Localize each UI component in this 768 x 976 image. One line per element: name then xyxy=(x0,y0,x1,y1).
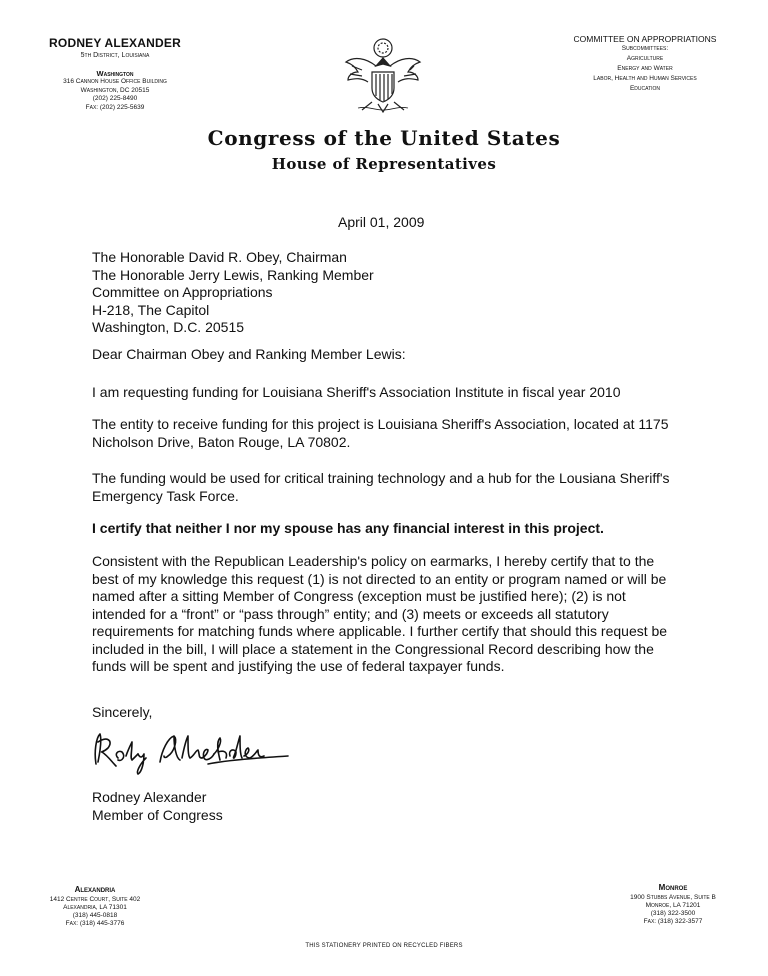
office-line: 1900 Stubbs Avenue, Suite B xyxy=(630,894,716,901)
member-name: RODNEY ALEXANDER xyxy=(49,36,181,50)
subcommittee-line: Agriculture xyxy=(626,55,664,62)
address-line: The Honorable Jerry Lewis, Ranking Member xyxy=(92,266,374,283)
paragraph-certification: I certify that neither I nor my spouse has any financial interest in this project. xyxy=(92,520,604,536)
handwritten-signature xyxy=(88,728,298,778)
subcommittee-line: Energy and Water xyxy=(617,65,673,72)
salutation: Dear Chairman Obey and Ranking Member Lewis: xyxy=(92,346,406,362)
subcommittee-line: Labor, Health and Human Services xyxy=(593,75,697,82)
committee-header xyxy=(560,34,730,94)
office-line: Monroe, LA 71201 xyxy=(645,902,701,909)
paragraph-request: I am requesting funding for Louisiana Sheriff's Association Institute in fiscal year 2010 xyxy=(92,384,621,400)
office-line: (318) 322-3500 xyxy=(650,910,696,917)
subcommittee-line: Subcommittees: xyxy=(621,45,669,52)
closing-sincerely: Sincerely, xyxy=(92,704,153,720)
dc-office-line: 316 Cannon House Office Building xyxy=(63,78,167,85)
address-line: H-218, The Capitol xyxy=(92,301,210,318)
letterhead-subtitle: House of Representatives xyxy=(271,155,497,173)
recycled-note: THIS STATIONERY PRINTED ON RECYCLED FIBERS xyxy=(305,943,463,949)
monroe-office-title: Monroe xyxy=(658,883,688,892)
office-line: (318) 445-0818 xyxy=(72,912,118,919)
address-line: Washington, D.C. 20515 xyxy=(92,319,245,335)
office-line: 1412 Centre Court, Suite 402 xyxy=(49,896,141,903)
dc-office-line: (202) 225-8490 xyxy=(92,95,138,102)
dc-office-title: Washington xyxy=(96,69,134,78)
recipient-address xyxy=(92,249,374,337)
letterhead-title: Congress of the United States xyxy=(207,126,561,150)
paragraph-entity: The entity to receive funding for this project is Louisiana Sheriff's Association, located at 1175 Nicholson Drive, Baton Rouge, LA 70802. xyxy=(92,416,669,450)
subcommittee-line: Education xyxy=(629,85,661,92)
office-line: Alexandria, LA 71301 xyxy=(63,904,127,911)
dc-office-line: Washington, DC 20515 xyxy=(80,86,150,94)
paragraph-earmark-policy: Consistent with the Republican Leadership's policy on earmarks, I hereby certify that to the best of my knowledge this request (1) is not directed to an entity or program named or will be named after a sitting Member of Congress (exception must be justified here); (2) is not intended for a “front” or “pass through” entity; and (3) meets or exceeds all statutory requirements for matching funds where applicable. I further certify that should this request be included in the bill, I will place a statement in the Congressional Record describing how the funds will be spent and justifying the use of federal taxpayer funds. xyxy=(92,553,668,674)
address-line: Committee on Appropriations xyxy=(92,284,273,300)
signature-block xyxy=(92,789,223,824)
dc-office-line: Fax: (202) 225-5639 xyxy=(85,103,145,111)
signer-name: Rodney Alexander xyxy=(92,789,207,805)
eagle-seal-icon xyxy=(338,36,428,116)
member-district: 5th District, Louisiana xyxy=(80,52,150,59)
address-line: The Honorable David R. Obey, Chairman xyxy=(92,249,347,265)
office-line: Fax: (318) 322-3577 xyxy=(643,918,703,925)
office-line: Fax: (318) 445-3776 xyxy=(65,920,125,927)
paragraph-purpose: The funding would be used for critical training technology and a hub for the Lousiana Sheriff's Emergency Task Force. xyxy=(92,470,670,504)
alexandria-office-title: Alexandria xyxy=(74,885,116,894)
alexandria-office xyxy=(30,886,160,928)
member-header xyxy=(30,36,200,112)
signer-title: Member of Congress xyxy=(92,806,223,823)
committee-name: COMMITTEE ON APPROPRIATIONS xyxy=(573,34,717,44)
monroe-office xyxy=(608,884,738,926)
letter-date: April 01, 2009 xyxy=(338,214,425,230)
